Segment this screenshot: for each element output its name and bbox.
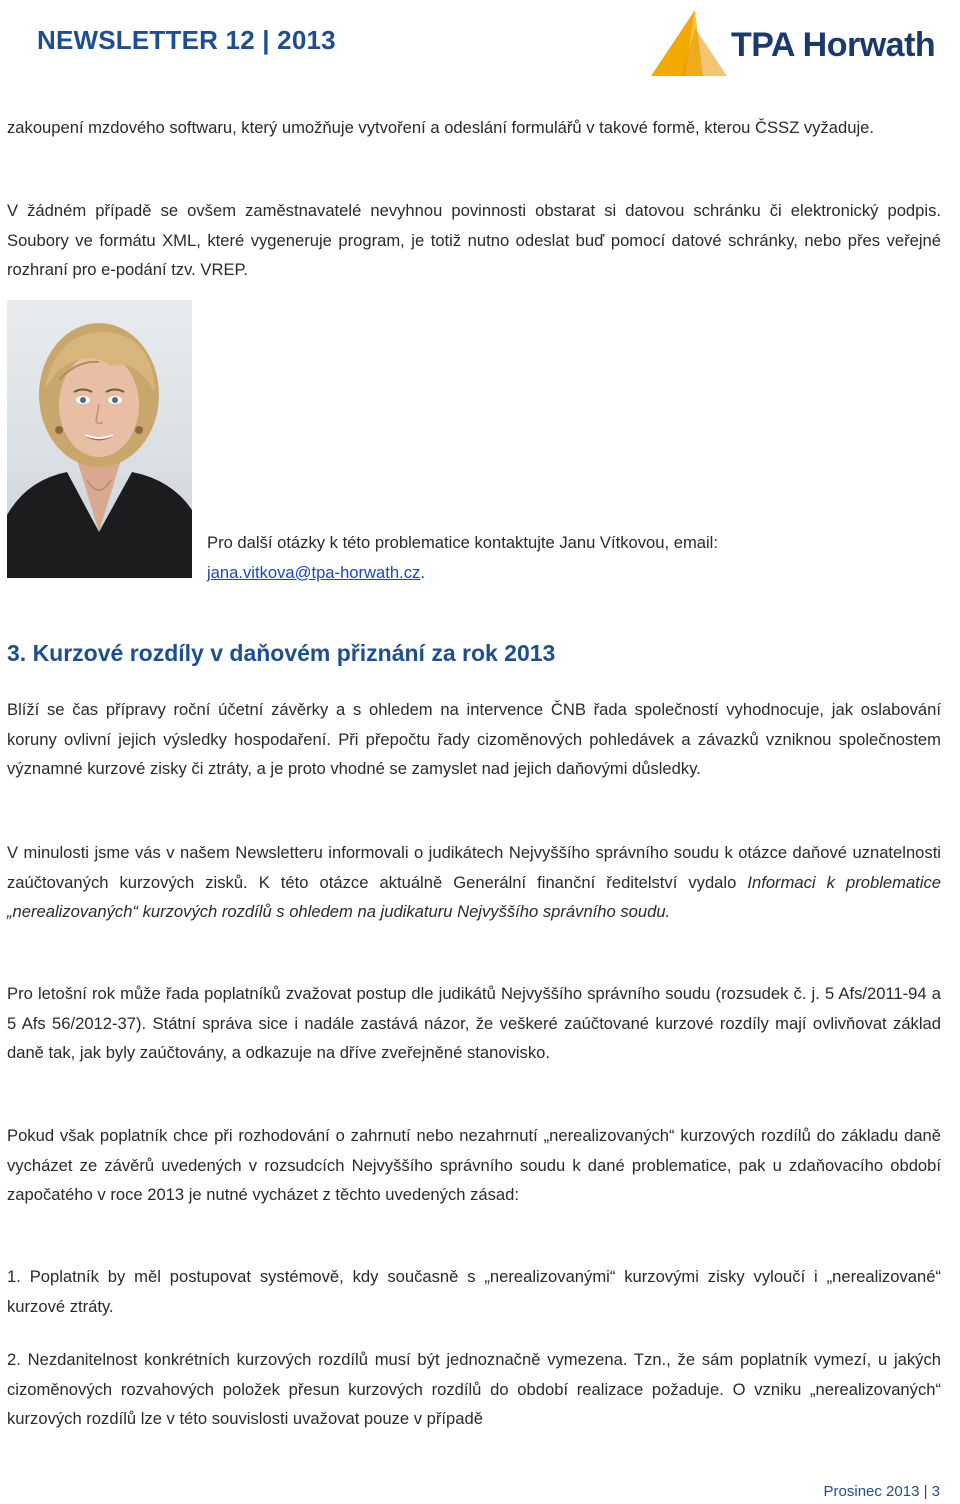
paragraph-judikaty-italic: Informaci k problematice „nerealizovaných“ kurzových rozdílů s ohledem na judikaturu Nejvyššího správního soudu. (7, 872, 941, 921)
logo-mark-icon (651, 8, 731, 78)
paragraph-letosni-rok: Pro letošní rok může řada poplatníků zvažovat postup dle judikátů Nejvyššího správního soudu (rozsudek č. j. 5 Afs/2011-94 a 5 Afs 56/2012-37). Státní správa sice i nadále zastává názor, že veškeré zaúčtované kurzové rozdíly mají ovlivňovat základ daně tak, jak byly zaúčtovány, a odkazuje na dříve zveřejněné stanovisko. (7, 984, 941, 1062)
section-heading: 3. Kurzové rozdíly v daňovém přiznání za rok 2013 (7, 640, 556, 666)
tpa-horwath-logo (651, 8, 956, 78)
contact-trailing-dot: . (420, 562, 425, 582)
contact-paragraph (207, 528, 927, 587)
list-item-1: 1. Poplatník by měl postupovat systémově, kdy současně s „nerealizovanými“ kurzovými zisky vyloučí i „nerealizované“ kurzové ztráty. (7, 1267, 941, 1316)
paragraph-judikaty (7, 838, 941, 927)
paragraph-zasady: Pokud však poplatník chce při rozhodování o zahrnutí nebo nezahrnutí „nerealizovaných“ kurzových rozdílů do základu daně vycházet ze závěrů uvedených v rozsudcích Nejvyššího správního soudu k dané problematice, pak u zdaňovacího období započatého v roce 2013 je nutné vycházet z těchto uvedených zásad: (7, 1126, 941, 1204)
contact-email-link[interactable]: jana.vitkova@tpa-horwath.cz (207, 562, 421, 582)
paragraph-intro: zakoupení mzdového softwaru, který umožňuje vytvoření a odeslání formulářů v takové formě, kterou ČSSZ vyžaduje. (7, 118, 874, 137)
contact-portrait-photo (7, 300, 192, 578)
page-header (0, 0, 960, 80)
contact-text: Pro další otázky k této problematice kontaktujte Janu Vítkovou, email: (207, 533, 718, 552)
logo-text: TPA Horwath (731, 26, 936, 64)
newsletter-title: NEWSLETTER 12 | 2013 (37, 25, 336, 55)
list-item-2: 2. Nezdanitelnost konkrétních kurzových rozdílů musí být jednoznačně vymezena. Tzn., že sám poplatník vymezí, u jakých cizoměnových rozvahových položek přesun kurzových rozdílů do období realizace požaduje. O vzniku „nerealizovaných“ kurzových rozdílů lze v této souvislosti uvažovat pouze v případě (7, 1350, 941, 1428)
page-footer: Prosinec 2013 | 3 (823, 1483, 940, 1500)
paragraph-intervence-cnb: Blíží se čas přípravy roční účetní závěrky a s ohledem na intervence ČNB řada společností vyhodnocuje, jak oslabování koruny ovlivní jejich výsledky hospodaření. Při přepočtu řady cizoměnových pohledávek a závazků vzniknou společnostem významné kurzové zisky či ztráty, a je proto vhodné se zamyslet nad jejich daňovými důsledky. (7, 700, 941, 778)
paragraph-datova-schranka: V žádném případě se ovšem zaměstnavatelé nevyhnou povinnosti obstarat si datovou schránku či elektronický podpis. Soubory ve formátu XML, které vygeneruje program, je totiž nutno odeslat buď pomocí datové schránky, nebo přes veřejné rozhraní pro e-podání tzv. VREP. (7, 201, 941, 279)
paragraph-judikaty-text: V minulosti jsme vás v našem Newsletteru informovali o judikátech Nejvyššího správního soudu k otázce daňové uznatelnosti zaúčtovaných kurzových zisků. K této otázce aktuálně Generální finanční ředitelství vydalo (7, 843, 941, 892)
